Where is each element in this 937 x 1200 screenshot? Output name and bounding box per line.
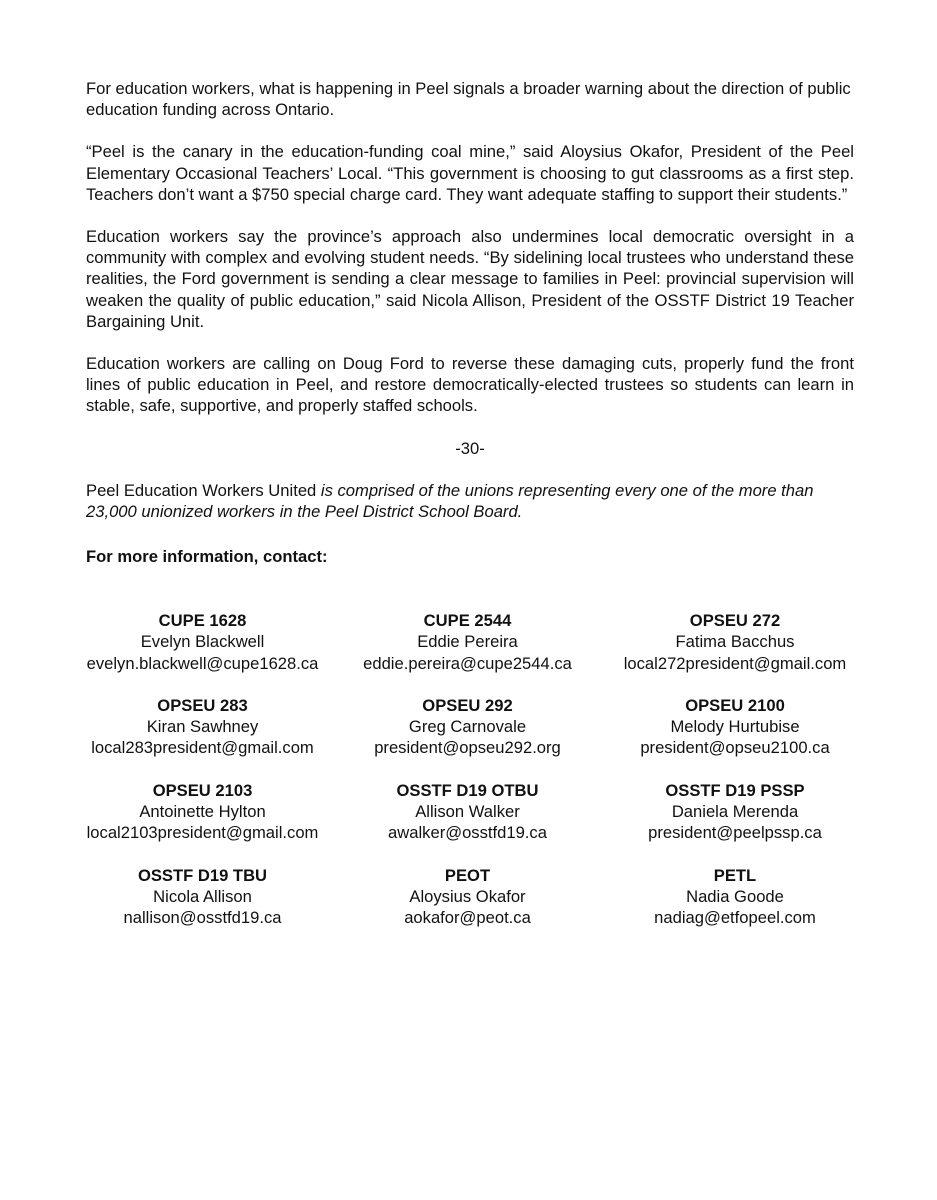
contact-name: Nadia Goode <box>686 886 784 906</box>
contact-org: OSSTF D19 OTBU <box>396 780 539 800</box>
end-mark: -30- <box>455 438 485 458</box>
contact-grid <box>70 610 870 929</box>
contact-name: Melody Hurtubise <box>670 717 800 737</box>
contact-email[interactable]: awalker@osstfd19.ca <box>388 823 547 843</box>
about-org-name: Peel Education Workers United <box>86 480 317 500</box>
contact-card <box>600 780 870 844</box>
contact-email[interactable]: local272president@gmail.com <box>623 653 847 673</box>
contact-email[interactable]: evelyn.blackwell@cupe1628.ca <box>86 653 319 673</box>
contact-name: Eddie Pereira <box>417 632 518 652</box>
contact-org: OPSEU 292 <box>422 695 513 715</box>
contact-card <box>335 865 600 929</box>
document-body <box>86 78 854 585</box>
contact-org: CUPE 2544 <box>423 611 512 630</box>
paragraph-allison-quote: Education workers say the province’s approach also undermines local democratic oversight in a community with complex and evolving student needs. “By sidelining local trustees who understand these realities, the Ford government is sending a clear message to families in Peel: provincial supervision will weaken the quality of public education,” said Nicola Allison, President of the OSSTF District 19 Teacher Bargaining Unit. <box>86 227 854 331</box>
contact-email[interactable]: president@peelpssp.ca <box>648 823 822 843</box>
contact-org: OPSEU 272 <box>689 611 781 630</box>
contact-org: OSSTF D19 PSSP <box>665 780 805 800</box>
contact-email[interactable]: local283president@gmail.com <box>91 738 314 758</box>
contact-name: Allison Walker <box>415 802 520 822</box>
contact-org: PEOT <box>444 865 491 885</box>
contact-card <box>600 695 870 759</box>
paragraph-call-to-action: Education workers are calling on Doug Ford to reverse these damaging cuts, properly fund the front lines of public education in Peel, and restore democratically-elected trustees so students can learn in stable, safe, supportive, and properly staffed schools. <box>86 354 854 416</box>
contact-name: Fatima Bacchus <box>675 632 795 652</box>
contact-org: OSSTF D19 TBU <box>137 865 268 885</box>
paragraph-okafor-quote: “Peel is the canary in the education-funding coal mine,” said Aloysius Okafor, President of the Peel Elementary Occasional Teachers’ Local. “This government is choosing to gut classrooms as a first step. Teachers don’t want a $750 special charge card. They want adequate staffing to support their students.” <box>86 142 854 204</box>
about-description: is comprised of the unions representing every one of the more than 23,000 unionized workers in the Peel District School Board. <box>86 480 814 522</box>
contact-email[interactable]: local2103president@gmail.com <box>86 823 319 843</box>
contact-name: Greg Carnovale <box>408 717 527 737</box>
contact-name: Antoinette Hylton <box>139 802 266 822</box>
contact-card <box>600 865 870 929</box>
contact-org: OPSEU 283 <box>157 695 248 715</box>
contact-card <box>600 610 870 674</box>
contact-name: Nicola Allison <box>153 886 252 906</box>
paragraph-funding-warning: For education workers, what is happening in Peel signals a broader warning about the direction of public education funding across Ontario. <box>86 79 851 120</box>
about-statement <box>86 480 854 522</box>
contact-org: PETL <box>713 865 757 885</box>
contact-card <box>335 610 600 674</box>
contact-name: Daniela Merenda <box>671 802 799 822</box>
contact-name: Aloysius Okafor <box>409 886 526 906</box>
contact-card <box>70 865 335 929</box>
contact-email[interactable]: nadiag@etfopeel.com <box>654 908 816 928</box>
contact-card <box>70 610 335 674</box>
contact-card <box>335 695 600 759</box>
contact-card <box>70 780 335 844</box>
contact-email[interactable]: president@opseu2100.ca <box>640 738 830 758</box>
contact-email[interactable]: eddie.pereira@cupe2544.ca <box>363 653 572 673</box>
contact-org: OPSEU 2100 <box>685 695 785 715</box>
contact-card <box>70 695 335 759</box>
contact-name: Kiran Sawhney <box>146 717 259 737</box>
contact-email[interactable]: aokafor@peot.ca <box>404 908 531 928</box>
contact-org: OPSEU 2103 <box>152 780 253 800</box>
contact-name: Evelyn Blackwell <box>140 632 265 652</box>
contact-card <box>335 780 600 844</box>
contact-heading: For more information, contact: <box>86 547 328 567</box>
contact-org: CUPE 1628 <box>158 611 247 630</box>
contact-email[interactable]: president@opseu292.org <box>374 738 561 758</box>
contact-email[interactable]: nallison@osstfd19.ca <box>123 908 282 928</box>
